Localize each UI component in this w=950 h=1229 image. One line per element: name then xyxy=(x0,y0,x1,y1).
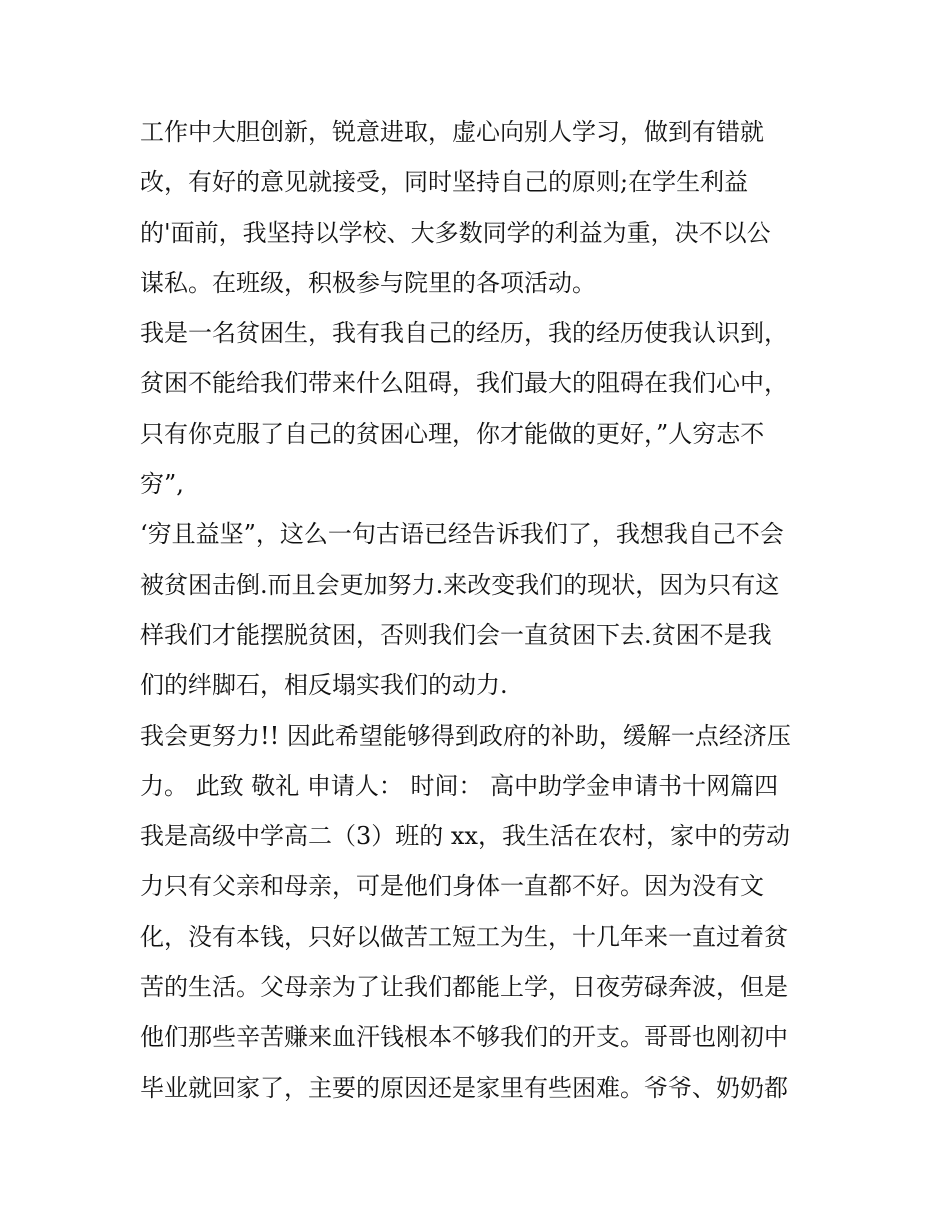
document-body xyxy=(140,107,830,1113)
text-line: 我会更努力!! 因此希望能够得到政府的补助，缓解一点经济压 xyxy=(140,721,791,750)
text-line: 力只有父亲和母亲，可是他们身体一直都不好。因为没有文 xyxy=(140,872,764,901)
text-line: 谋私。在班级，积极参与院里的各项活动。 xyxy=(140,268,596,297)
text-line: 的'面前，我坚持以学校、大多数同学的利益为重，决不以公 xyxy=(140,218,771,247)
text-line: 工作中大胆创新，锐意进取，虚心向别人学习，做到有错就 xyxy=(140,118,764,146)
text-line: ‘穷且益坚”，这么一句古语已经告诉我们了，我想我自己不会 xyxy=(140,520,784,549)
text-line: 被贫困击倒.而且会更加努力.来改变我们的现状，因为只有这 xyxy=(140,570,780,599)
text-line: 们的绊脚石，相反塌实我们的动力. xyxy=(140,671,508,700)
text-line: 他们那些辛苦赚来血汗钱根本不够我们的开支。哥哥也刚初中 xyxy=(140,1023,788,1052)
text-line: 我是一名贫困生，我有我自己的经历，我的经历使我认识到， xyxy=(140,319,788,348)
text-line: 苦的生活。父母亲为了让我们都能上学，日夜劳碌奔波，但是 xyxy=(140,973,788,1002)
text-line: 化，没有本钱，只好以做苦工短工为生，十几年来一直过着贫 xyxy=(140,922,788,951)
text-line: 只有你克服了自己的贫困心理，你才能做的更好，”人穷志不 xyxy=(140,419,765,448)
text-line: 穷”, xyxy=(140,470,184,499)
text-line: 改，有好的意见就接受，同时坚持自己的原则;在学生利益 xyxy=(140,168,749,197)
text-line: 贫困不能给我们带来什么阻碍，我们最大的阻碍在我们心中， xyxy=(140,369,788,398)
text-line: 毕业就回家了，主要的原因还是家里有些困难。爷爷、奶奶都 xyxy=(140,1073,788,1102)
text-line: 力。 此致 敬礼 申请人： 时间： 高中助学金申请书十网篇四 xyxy=(140,771,779,800)
text-line: 我是高级中学高二（3）班的 xx，我生活在农村，家中的劳动 xyxy=(140,822,790,851)
text-line: 样我们才能摆脱贫困，否则我们会一直贫困下去.贫困不是我 xyxy=(140,620,772,649)
